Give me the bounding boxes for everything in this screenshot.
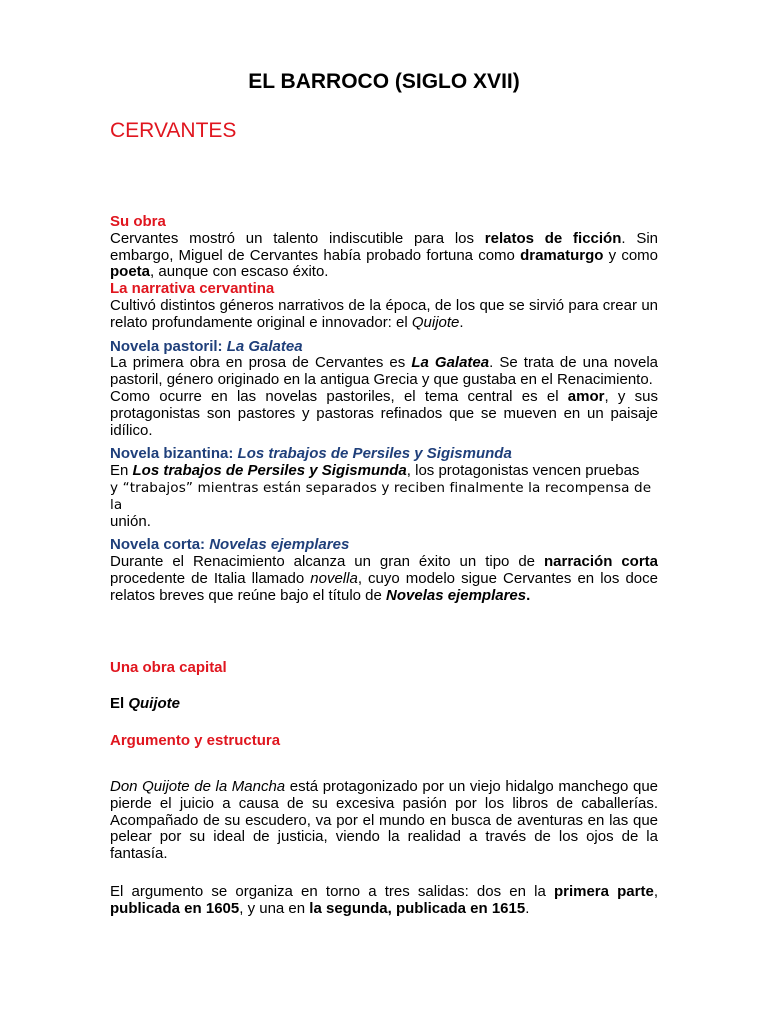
- narrativa-heading: La narrativa cervantina: [110, 280, 275, 298]
- text-run: , aunque con escaso éxito.: [150, 263, 329, 281]
- page-title: EL BARROCO (SIGLO XVII): [248, 70, 520, 93]
- heading-run-italic: Los trabajos de Persiles y Sigismunda: [237, 445, 512, 463]
- text-run: , cuyo modelo sigue Cervantes en los doce relatos breves que reúne bajo el título de: [110, 569, 658, 604]
- argumento-heading: Argumento y estructura: [110, 732, 281, 749]
- text-run-bold-italic: La Galatea: [411, 354, 490, 372]
- su-obra-paragraph: [110, 231, 658, 281]
- works-section: [110, 214, 658, 605]
- bizantina-paragraph: [110, 463, 658, 480]
- text-run: Cervantes mostró un talento indiscutible para los: [110, 229, 485, 247]
- argumento-paragraph-2: [110, 884, 658, 918]
- text-run-bold: poeta: [110, 263, 151, 281]
- text-run-bold-italic: Novelas ejemplares: [386, 586, 527, 604]
- pastoril-paragraph-1: [110, 355, 658, 389]
- text-run-bold-italic: Los trabajos de Persiles y Sigismunda: [132, 462, 407, 480]
- text-run: Como ocurre en las novelas pastoriles, el tema central es el: [110, 387, 568, 405]
- text-run-bold: amor: [567, 387, 605, 405]
- text-run: En: [110, 462, 133, 480]
- text-run: .: [525, 899, 530, 917]
- quijote-subheading: [110, 696, 658, 713]
- text-run-bold: relatos de ficción: [484, 229, 622, 247]
- text-run: .: [459, 313, 464, 331]
- text-run: ,: [653, 883, 658, 900]
- text-run: Durante el Renacimiento alcanza un gran éxito un tipo de: [110, 553, 544, 571]
- argumento-paragraph-1: [110, 779, 658, 863]
- bizantina-line-3: unión.: [110, 512, 151, 530]
- text-run: . Se trata de una novela pastoril, género originado en la antigua Grecia y que gustaba en el Renacimiento.: [110, 354, 658, 389]
- author-heading: CERVANTES: [110, 119, 237, 142]
- text-run: procedente de Italia llamado: [110, 569, 311, 587]
- pastoril-heading: [110, 339, 658, 356]
- pastoril-paragraph-2: [110, 389, 658, 439]
- bizantina-line-2: y “trabajos” mientras están separados y reciben finalmente la recompensa de la: [110, 479, 652, 513]
- text-run-italic: novella: [310, 569, 358, 587]
- text-run-bold: .: [526, 586, 531, 604]
- text-run-bold: publicada en 1605: [110, 899, 240, 917]
- corta-heading: [110, 537, 658, 554]
- corta-paragraph: [110, 554, 658, 604]
- bizantina-heading: [110, 446, 658, 463]
- text-run: El: [110, 695, 129, 712]
- text-run-bold: dramaturgo: [520, 246, 604, 264]
- text-run: está protagonizado por un viejo hidalgo manchego que pierde el juicio a causa de su excesiva pasión por los libros de caballerías. Acompañado de su escudero, va por el mundo en busca de aventuras en las que pelear por su ideal de justicia, viendo la realidad a través de los ojos de la fantasía.: [110, 778, 659, 863]
- heading-run: Novela bizantina:: [110, 445, 238, 463]
- obra-capital-heading: Una obra capital: [110, 659, 227, 676]
- heading-run-italic: Novelas ejemplares: [209, 536, 350, 554]
- text-run-italic: Don Quijote de la Mancha: [110, 778, 286, 795]
- text-run: , y sus protagonistas son pastores y pastoras refinados que se mueven en un paisaje idílico.: [110, 387, 658, 439]
- narrativa-paragraph: [110, 298, 658, 332]
- text-run: La primera obra en prosa de Cervantes es: [110, 354, 412, 372]
- su-obra-heading: Su obra: [110, 213, 166, 230]
- text-run: . Sin embargo, Miguel de Cervantes había probado fortuna como: [110, 229, 658, 264]
- text-run-italic: Quijote: [411, 313, 460, 331]
- heading-run: Novela pastoril:: [110, 337, 227, 355]
- text-run-bold: narración corta: [544, 553, 658, 571]
- heading-run: Novela corta:: [110, 536, 210, 554]
- heading-run-italic: La Galatea: [226, 337, 303, 355]
- text-run: y como: [603, 246, 658, 264]
- text-run: El argumento se organiza en torno a tres salidas: dos en la: [110, 883, 554, 900]
- text-run: , los protagonistas vencen pruebas: [406, 462, 640, 480]
- text-run: , y una en: [239, 899, 310, 917]
- text-run-bold: la segunda, publicada en 1615: [309, 899, 526, 917]
- text-run-bold: primera parte: [553, 883, 654, 900]
- text-run: Cultivó distintos géneros narrativos de la época, de los que se sirvió para crear un relato profundamente original e innovador: el: [110, 296, 658, 331]
- text-run-bold-italic: Quijote: [128, 695, 181, 712]
